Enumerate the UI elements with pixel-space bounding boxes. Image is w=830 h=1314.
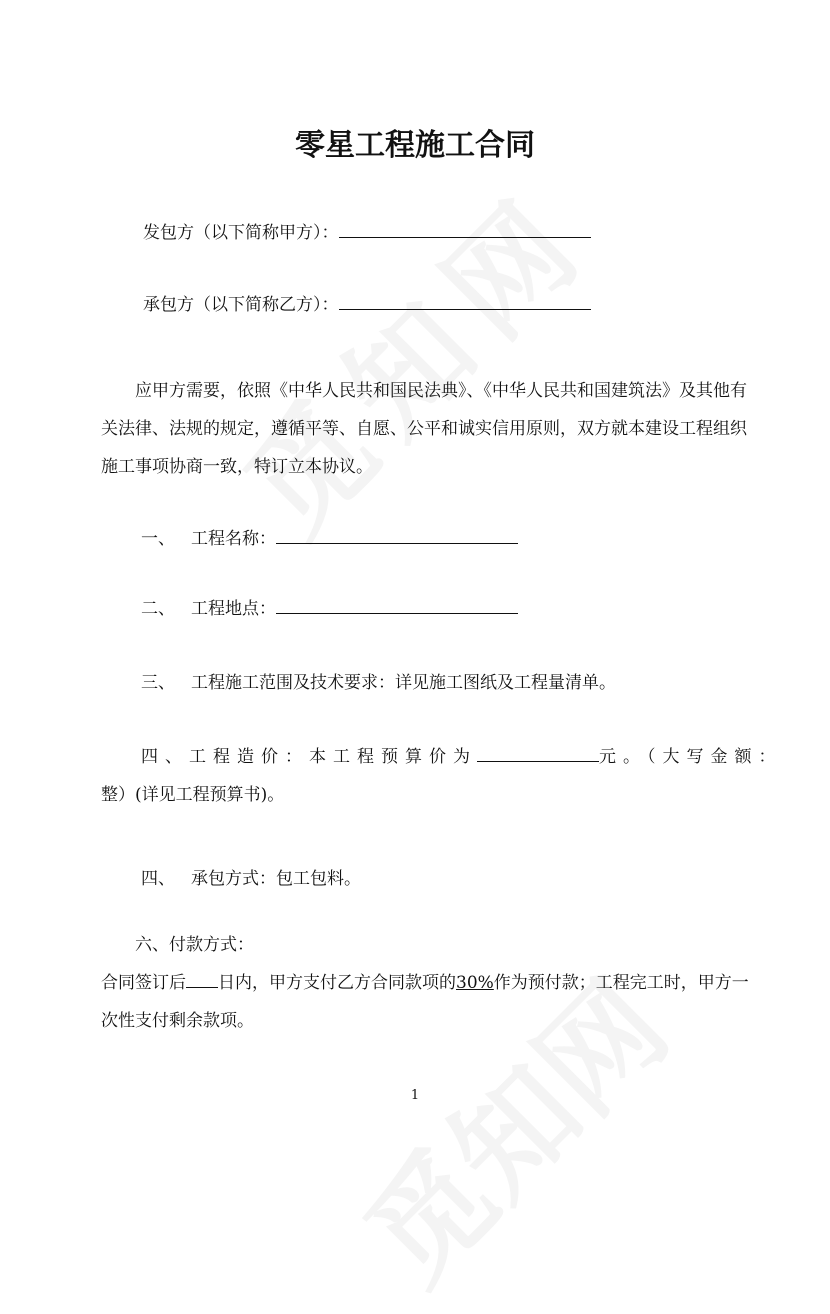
clause-4-amount-blank xyxy=(477,743,599,762)
preamble-line-2: 关法律、法规的规定，遵循平等、自愿、公平和诚实信用原则，双方就本建设工程组织 xyxy=(101,419,747,439)
clause-4-text-after: 元。（大写金额： xyxy=(599,747,783,767)
clause-1 xyxy=(141,520,518,558)
clause-3-number: 三、 xyxy=(141,673,175,693)
clause-2-number: 二、 xyxy=(141,599,175,619)
clause-6-line-2: 次性支付剩余款项。 xyxy=(101,1011,254,1031)
preamble-line-1: 应甲方需要，依照《中华人民共和国民法典》、《中华人民共和国建筑法》及其他有 xyxy=(135,381,747,401)
clause-6-days-blank xyxy=(186,969,218,988)
party-b-row xyxy=(143,286,591,324)
clause-4-number: 四、 xyxy=(141,747,189,767)
page-number: 1 xyxy=(410,1088,420,1103)
clause-5-text: 承包方式：包工包料。 xyxy=(191,869,361,889)
party-a-row xyxy=(143,214,591,252)
clause-6-text-a: 合同签订后 xyxy=(101,973,186,993)
clause-4-text-before: 工程造价：本工程预算价为 xyxy=(189,747,477,767)
party-a-blank xyxy=(339,219,591,238)
clause-6-text-b: 日内，甲方支付乙方合同款项的 xyxy=(218,973,456,993)
party-b-label: 承包方（以下简称乙方）： xyxy=(143,295,339,315)
clause-1-number: 一、 xyxy=(141,529,175,549)
clause-4-line-2: 整）(详见工程预算书)。 xyxy=(101,785,285,805)
clause-3 xyxy=(141,664,616,702)
clause-3-text: 工程施工范围及技术要求：详见施工图纸及工程量清单。 xyxy=(191,673,616,693)
party-b-blank xyxy=(339,291,591,310)
clause-6-line-1 xyxy=(101,964,749,1002)
clause-2-text: 工程地点： xyxy=(191,599,276,619)
clause-6-percent: 30% xyxy=(456,973,494,993)
party-a-label: 发包方（以下简称甲方）： xyxy=(143,223,339,243)
clause-2 xyxy=(141,590,518,628)
clause-6-heading: 六、付款方式： xyxy=(135,935,254,955)
page-title: 零星工程施工合同 xyxy=(295,128,535,163)
clause-2-blank xyxy=(276,595,518,614)
preamble-line-3: 施工事项协商一致，特订立本协议。 xyxy=(101,457,373,477)
clause-6-text-c: 作为预付款；工程完工时，甲方一 xyxy=(493,973,749,993)
clause-1-blank xyxy=(276,525,518,544)
clause-5-number: 四、 xyxy=(141,869,175,889)
clause-1-text: 工程名称： xyxy=(191,529,276,549)
clause-4 xyxy=(141,738,783,776)
clause-5 xyxy=(141,860,361,898)
